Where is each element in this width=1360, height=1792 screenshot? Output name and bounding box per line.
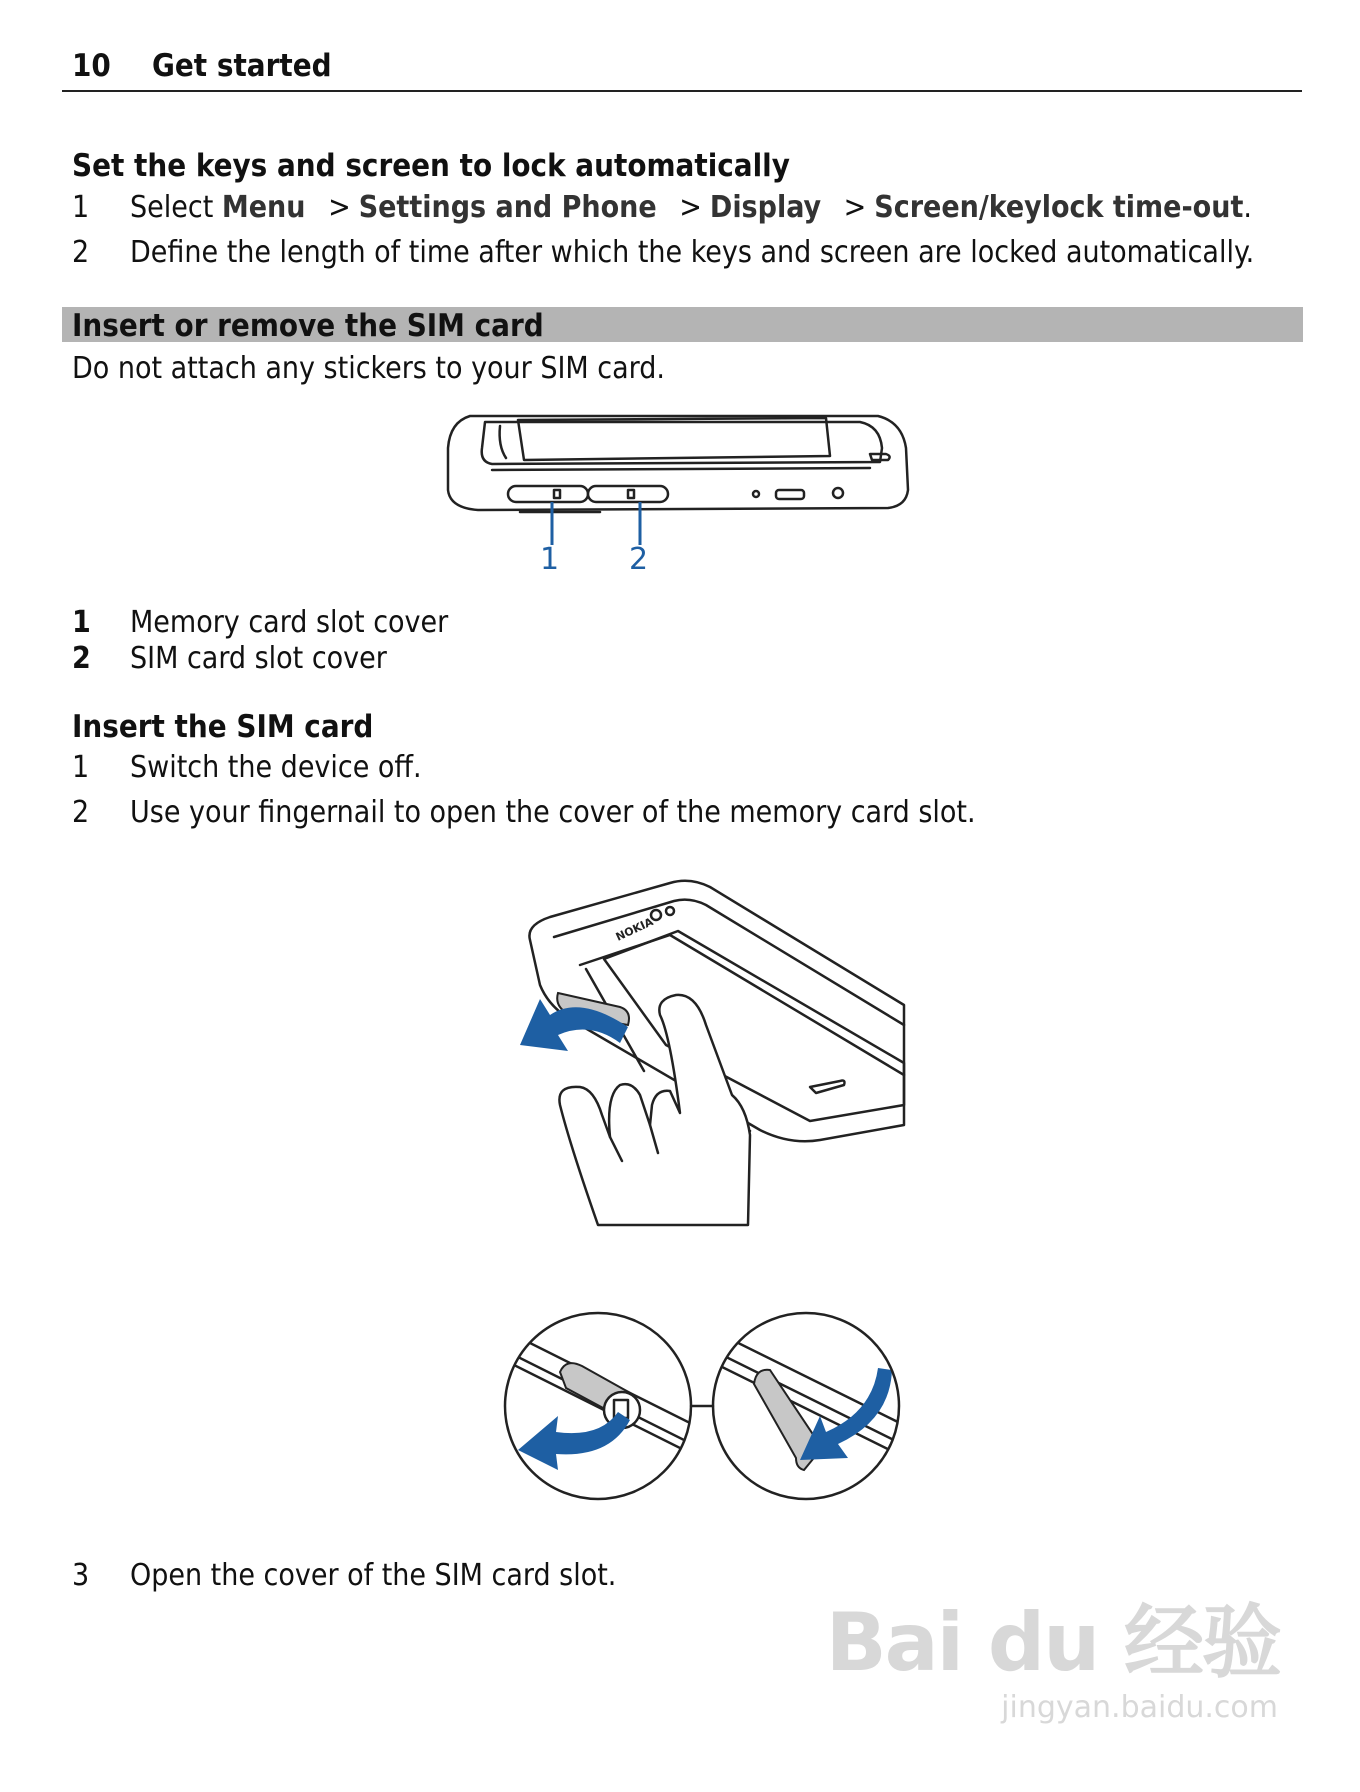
legend-item-2	[72, 641, 387, 676]
step-text: Define the length of time after which the keys and screen are locked automatically.	[130, 235, 1255, 270]
step-number: 1	[72, 190, 90, 225]
legend-number: 1	[72, 605, 91, 640]
step-text: Switch the device off.	[130, 750, 422, 785]
page-header	[62, 44, 1302, 92]
menu-path-timeout: Screen/keylock time-out	[874, 190, 1244, 225]
callout-2: 2	[629, 542, 649, 577]
menu-path-menu: Menu	[221, 190, 306, 225]
sim-note: Do not attach any stickers to your SIM card.	[72, 351, 665, 386]
step-number: 2	[72, 795, 90, 830]
insert-sim-title: Insert the SIM card	[72, 709, 374, 745]
callout-1: 1	[540, 542, 560, 577]
lock-step-1	[72, 190, 1252, 225]
cover-detail-illustration	[500, 1308, 910, 1508]
insert-step-1	[72, 750, 422, 785]
phone-side-illustration	[440, 408, 920, 583]
step-prefix: Select	[130, 190, 214, 225]
page-number: 10	[72, 48, 111, 84]
section-bar	[62, 307, 1303, 342]
lock-section-title: Set the keys and screen to lock automatically	[72, 148, 790, 184]
brand-text: NOKIA	[613, 915, 656, 944]
menu-path-settings: Settings and Phone	[358, 190, 657, 225]
menu-path-display: Display	[709, 190, 822, 225]
hand-opening-cover-illustration	[510, 875, 910, 1255]
step-number: 3	[72, 1558, 90, 1593]
legend-label: Memory card slot cover	[130, 605, 449, 640]
path-separator: >	[843, 190, 867, 225]
watermark-url: jingyan.baidu.com	[1001, 1690, 1278, 1725]
lock-step-2	[72, 235, 1254, 270]
sim-section-title: Insert or remove the SIM card	[72, 308, 544, 344]
chapter-title: Get started	[152, 48, 332, 84]
insert-step-2	[72, 795, 976, 830]
legend-item-1	[72, 605, 448, 640]
watermark-logo: Bai du 经验	[825, 1596, 1280, 1689]
step-text: Open the cover of the SIM card slot.	[130, 1558, 617, 1593]
detail-circle-left	[500, 1328, 700, 1470]
step-text: Use your fingernail to open the cover of the memory card slot.	[130, 795, 976, 830]
path-separator: >	[328, 190, 351, 225]
step-number: 2	[72, 235, 90, 270]
insert-step-3	[72, 1558, 616, 1593]
step-number: 1	[72, 750, 90, 785]
path-separator: >	[679, 190, 702, 225]
legend-number: 2	[72, 641, 91, 676]
legend-label: SIM card slot cover	[130, 641, 387, 676]
step-suffix: .	[1243, 190, 1252, 225]
